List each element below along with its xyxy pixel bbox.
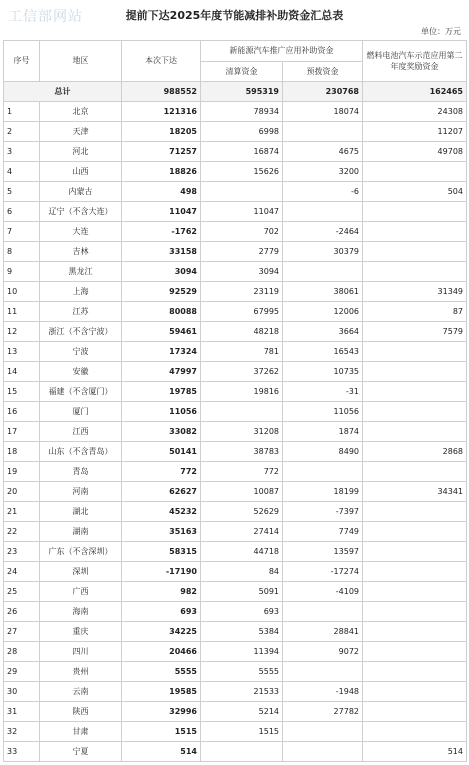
cell-settle: 31208 <box>201 422 283 442</box>
cell-advance: -2464 <box>283 222 363 242</box>
cell-advance: 12006 <box>283 302 363 322</box>
table-row <box>4 442 467 462</box>
cell-current: 3094 <box>122 262 201 282</box>
table-row <box>4 462 467 482</box>
cell-region: 江苏 <box>40 302 122 322</box>
total-settle: 595319 <box>201 82 283 102</box>
cell-current: 19585 <box>122 682 201 702</box>
table-row <box>4 302 467 322</box>
cell-region: 湖北 <box>40 502 122 522</box>
cell-seq: 13 <box>4 342 40 362</box>
cell-fuel <box>363 602 467 622</box>
cell-region: 海南 <box>40 602 122 622</box>
table-row <box>4 642 467 662</box>
cell-settle: 67995 <box>201 302 283 322</box>
cell-advance: 28841 <box>283 622 363 642</box>
cell-seq: 29 <box>4 662 40 682</box>
header-nev-group: 新能源汽车推广应用补助资金 <box>201 41 363 62</box>
table-row <box>4 322 467 342</box>
cell-settle: 781 <box>201 342 283 362</box>
table-row <box>4 562 467 582</box>
header-seq: 序号 <box>4 41 40 82</box>
cell-seq: 18 <box>4 442 40 462</box>
cell-current: 19785 <box>122 382 201 402</box>
cell-settle: 48218 <box>201 322 283 342</box>
header-settle: 清算资金 <box>201 62 283 82</box>
table-row <box>4 402 467 422</box>
cell-current: 982 <box>122 582 201 602</box>
total-row <box>4 82 467 102</box>
cell-advance: 3664 <box>283 322 363 342</box>
cell-region: 江西 <box>40 422 122 442</box>
cell-settle: 23119 <box>201 282 283 302</box>
cell-advance: -7397 <box>283 502 363 522</box>
cell-fuel: 514 <box>363 742 467 762</box>
table-row <box>4 482 467 502</box>
cell-region: 四川 <box>40 642 122 662</box>
cell-settle: 3094 <box>201 262 283 282</box>
table-row <box>4 362 467 382</box>
cell-settle: 38783 <box>201 442 283 462</box>
cell-advance <box>283 202 363 222</box>
cell-settle: 15626 <box>201 162 283 182</box>
header-current: 本次下达 <box>122 41 201 82</box>
cell-region: 安徽 <box>40 362 122 382</box>
cell-seq: 12 <box>4 322 40 342</box>
cell-region: 北京 <box>40 102 122 122</box>
cell-settle <box>201 742 283 762</box>
cell-current: 18205 <box>122 122 201 142</box>
cell-fuel <box>363 562 467 582</box>
cell-fuel <box>363 642 467 662</box>
cell-region: 内蒙古 <box>40 182 122 202</box>
cell-current: 121316 <box>122 102 201 122</box>
cell-settle: 1515 <box>201 722 283 742</box>
cell-settle: 5555 <box>201 662 283 682</box>
cell-region: 河北 <box>40 142 122 162</box>
cell-region: 深圳 <box>40 562 122 582</box>
subsidy-table <box>3 40 467 762</box>
total-advance: 230768 <box>283 82 363 102</box>
cell-seq: 22 <box>4 522 40 542</box>
cell-advance: 30379 <box>283 242 363 262</box>
cell-seq: 33 <box>4 742 40 762</box>
cell-current: -1762 <box>122 222 201 242</box>
cell-fuel: 24308 <box>363 102 467 122</box>
cell-fuel: 504 <box>363 182 467 202</box>
cell-seq: 31 <box>4 702 40 722</box>
header-fuel-cell: 燃料电池汽车示范应用第二年度奖励资金 <box>363 41 467 82</box>
cell-seq: 26 <box>4 602 40 622</box>
cell-current: 498 <box>122 182 201 202</box>
cell-fuel <box>363 202 467 222</box>
cell-fuel: 2868 <box>363 442 467 462</box>
table-row <box>4 582 467 602</box>
cell-settle: 702 <box>201 222 283 242</box>
cell-settle: 52629 <box>201 502 283 522</box>
cell-region: 天津 <box>40 122 122 142</box>
cell-settle: 16874 <box>201 142 283 162</box>
cell-advance: 3200 <box>283 162 363 182</box>
cell-region: 湖南 <box>40 522 122 542</box>
cell-settle: 44718 <box>201 542 283 562</box>
cell-current: 33158 <box>122 242 201 262</box>
table-row <box>4 222 467 242</box>
cell-fuel <box>363 222 467 242</box>
cell-fuel <box>363 522 467 542</box>
cell-advance: -31 <box>283 382 363 402</box>
table-row <box>4 122 467 142</box>
cell-fuel <box>363 662 467 682</box>
cell-current: 20466 <box>122 642 201 662</box>
table-row <box>4 742 467 762</box>
cell-settle <box>201 182 283 202</box>
cell-region: 陕西 <box>40 702 122 722</box>
cell-advance: 16543 <box>283 342 363 362</box>
cell-current: 58315 <box>122 542 201 562</box>
cell-advance <box>283 662 363 682</box>
cell-seq: 19 <box>4 462 40 482</box>
cell-region: 吉林 <box>40 242 122 262</box>
cell-fuel <box>363 242 467 262</box>
table-row <box>4 342 467 362</box>
cell-fuel <box>363 382 467 402</box>
cell-current: 59461 <box>122 322 201 342</box>
cell-fuel: 7579 <box>363 322 467 342</box>
table-row <box>4 202 467 222</box>
cell-advance: 1874 <box>283 422 363 442</box>
cell-fuel <box>363 422 467 442</box>
cell-seq: 16 <box>4 402 40 422</box>
cell-region: 青岛 <box>40 462 122 482</box>
cell-advance <box>283 602 363 622</box>
cell-advance: 10735 <box>283 362 363 382</box>
cell-current: 18826 <box>122 162 201 182</box>
cell-fuel <box>363 262 467 282</box>
header-advance: 预拨资金 <box>283 62 363 82</box>
cell-seq: 20 <box>4 482 40 502</box>
cell-advance <box>283 742 363 762</box>
cell-settle: 11394 <box>201 642 283 662</box>
cell-region: 大连 <box>40 222 122 242</box>
cell-current: 5555 <box>122 662 201 682</box>
cell-settle: 78934 <box>201 102 283 122</box>
cell-region: 宁夏 <box>40 742 122 762</box>
cell-region: 上海 <box>40 282 122 302</box>
table-row <box>4 142 467 162</box>
cell-fuel <box>363 702 467 722</box>
cell-region: 河南 <box>40 482 122 502</box>
cell-seq: 23 <box>4 542 40 562</box>
cell-current: 772 <box>122 462 201 482</box>
cell-region: 广西 <box>40 582 122 602</box>
cell-seq: 21 <box>4 502 40 522</box>
cell-seq: 11 <box>4 302 40 322</box>
table-row <box>4 702 467 722</box>
cell-seq: 1 <box>4 102 40 122</box>
cell-settle: 27414 <box>201 522 283 542</box>
table-row <box>4 682 467 702</box>
cell-advance: 18199 <box>283 482 363 502</box>
cell-current: -17190 <box>122 562 201 582</box>
table-row <box>4 262 467 282</box>
cell-region: 甘肃 <box>40 722 122 742</box>
cell-seq: 8 <box>4 242 40 262</box>
cell-fuel: 11207 <box>363 122 467 142</box>
cell-region: 贵州 <box>40 662 122 682</box>
cell-region: 云南 <box>40 682 122 702</box>
cell-advance: 38061 <box>283 282 363 302</box>
cell-current: 17324 <box>122 342 201 362</box>
cell-current: 11047 <box>122 202 201 222</box>
cell-fuel <box>363 362 467 382</box>
header-region: 地区 <box>40 41 122 82</box>
cell-settle: 19816 <box>201 382 283 402</box>
cell-settle: 2779 <box>201 242 283 262</box>
cell-settle: 772 <box>201 462 283 482</box>
cell-current: 80088 <box>122 302 201 322</box>
cell-seq: 6 <box>4 202 40 222</box>
cell-seq: 25 <box>4 582 40 602</box>
cell-advance <box>283 262 363 282</box>
cell-fuel: 87 <box>363 302 467 322</box>
cell-fuel: 34341 <box>363 482 467 502</box>
cell-current: 693 <box>122 602 201 622</box>
cell-region: 山西 <box>40 162 122 182</box>
cell-region: 山东（不含青岛） <box>40 442 122 462</box>
cell-region: 黑龙江 <box>40 262 122 282</box>
page-title: 提前下达2025年度节能减排补助资金汇总表 <box>125 9 344 22</box>
cell-current: 47997 <box>122 362 201 382</box>
cell-current: 11056 <box>122 402 201 422</box>
cell-current: 92529 <box>122 282 201 302</box>
cell-region: 辽宁（不含大连） <box>40 202 122 222</box>
cell-seq: 14 <box>4 362 40 382</box>
cell-region: 浙江（不含宁波） <box>40 322 122 342</box>
cell-fuel <box>363 462 467 482</box>
cell-settle: 11047 <box>201 202 283 222</box>
cell-settle <box>201 402 283 422</box>
cell-advance: 27782 <box>283 702 363 722</box>
cell-fuel <box>363 502 467 522</box>
cell-current: 62627 <box>122 482 201 502</box>
total-fuel: 162465 <box>363 82 467 102</box>
table-row <box>4 542 467 562</box>
cell-advance <box>283 722 363 742</box>
cell-settle: 5214 <box>201 702 283 722</box>
cell-fuel: 31349 <box>363 282 467 302</box>
table-row <box>4 102 467 122</box>
cell-seq: 24 <box>4 562 40 582</box>
cell-advance <box>283 122 363 142</box>
cell-settle: 693 <box>201 602 283 622</box>
cell-settle: 84 <box>201 562 283 582</box>
cell-seq: 2 <box>4 122 40 142</box>
cell-fuel <box>363 682 467 702</box>
table-row <box>4 622 467 642</box>
table-row <box>4 382 467 402</box>
cell-advance: 13597 <box>283 542 363 562</box>
table-row <box>4 602 467 622</box>
cell-seq: 30 <box>4 682 40 702</box>
cell-advance: 4675 <box>283 142 363 162</box>
cell-fuel <box>363 402 467 422</box>
cell-current: 50141 <box>122 442 201 462</box>
cell-settle: 21533 <box>201 682 283 702</box>
cell-advance: -1948 <box>283 682 363 702</box>
table-row <box>4 162 467 182</box>
cell-fuel <box>363 162 467 182</box>
cell-advance: 11056 <box>283 402 363 422</box>
cell-fuel: 49708 <box>363 142 467 162</box>
cell-current: 1515 <box>122 722 201 742</box>
unit-label: 单位：万元 <box>421 27 461 36</box>
cell-current: 33082 <box>122 422 201 442</box>
cell-settle: 6998 <box>201 122 283 142</box>
cell-region: 重庆 <box>40 622 122 642</box>
cell-advance: -4109 <box>283 582 363 602</box>
cell-settle: 5091 <box>201 582 283 602</box>
cell-advance: 8490 <box>283 442 363 462</box>
cell-current: 45232 <box>122 502 201 522</box>
cell-current: 514 <box>122 742 201 762</box>
cell-fuel <box>363 622 467 642</box>
cell-current: 34225 <box>122 622 201 642</box>
cell-seq: 17 <box>4 422 40 442</box>
table-row <box>4 182 467 202</box>
cell-settle: 10087 <box>201 482 283 502</box>
table-row <box>4 502 467 522</box>
cell-seq: 27 <box>4 622 40 642</box>
cell-seq: 28 <box>4 642 40 662</box>
cell-fuel <box>363 342 467 362</box>
cell-seq: 10 <box>4 282 40 302</box>
table-row <box>4 722 467 742</box>
cell-region: 宁波 <box>40 342 122 362</box>
total-current: 988552 <box>122 82 201 102</box>
cell-region: 福建（不含厦门） <box>40 382 122 402</box>
cell-seq: 9 <box>4 262 40 282</box>
cell-fuel <box>363 582 467 602</box>
cell-settle: 5384 <box>201 622 283 642</box>
cell-seq: 32 <box>4 722 40 742</box>
cell-region: 厦门 <box>40 402 122 422</box>
table-row <box>4 522 467 542</box>
total-label: 总计 <box>4 82 122 102</box>
cell-seq: 5 <box>4 182 40 202</box>
cell-region: 广东（不含深圳） <box>40 542 122 562</box>
cell-seq: 3 <box>4 142 40 162</box>
cell-settle: 37262 <box>201 362 283 382</box>
watermark: 工信部网站 <box>8 9 83 25</box>
cell-advance: -6 <box>283 182 363 202</box>
cell-advance: 18074 <box>283 102 363 122</box>
cell-current: 32996 <box>122 702 201 722</box>
cell-current: 71257 <box>122 142 201 162</box>
table-row <box>4 422 467 442</box>
cell-fuel <box>363 722 467 742</box>
table-row <box>4 242 467 262</box>
cell-seq: 7 <box>4 222 40 242</box>
cell-advance: -17274 <box>283 562 363 582</box>
cell-seq: 4 <box>4 162 40 182</box>
cell-advance: 9072 <box>283 642 363 662</box>
cell-advance <box>283 462 363 482</box>
table-row <box>4 282 467 302</box>
cell-fuel <box>363 542 467 562</box>
table-row <box>4 662 467 682</box>
cell-seq: 15 <box>4 382 40 402</box>
cell-advance: 7749 <box>283 522 363 542</box>
cell-current: 35163 <box>122 522 201 542</box>
